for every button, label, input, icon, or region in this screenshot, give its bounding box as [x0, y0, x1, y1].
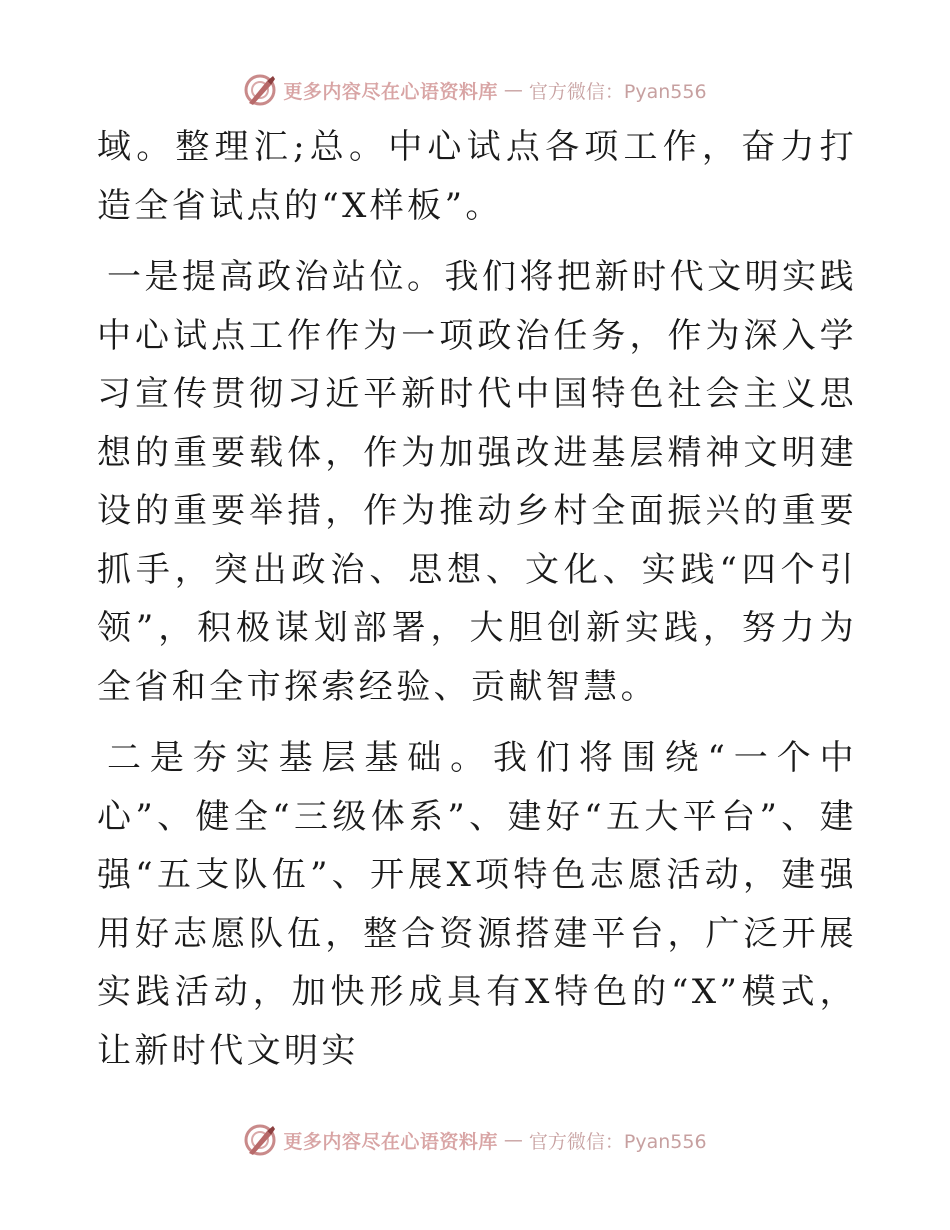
- paragraph-continuation: 域。整理汇;总。中心试点各项工作，奋力打造全省试点的“X样板”。: [97, 127, 857, 226]
- watermark-separator: —: [503, 79, 523, 101]
- paragraph-grassroots-foundation: 二是夯实基层基础。我们将围绕“一个中心”、健全“三级体系”、建好“五大平台”、建强“五支队伍”、开展X项特色志愿活动，建强用好志愿队伍，整合资源搭建平台，广泛开展实践活动，加快形成具有X特色的“X”模式，让新时代文明实: [97, 738, 857, 1071]
- document-body: [97, 118, 857, 1080]
- watermark-title: 更多内容尽在心语资料库: [283, 1130, 498, 1153]
- pen-logo-icon: [243, 1123, 277, 1157]
- watermark-contact: 官方微信：Pyan556: [528, 1130, 707, 1153]
- header-watermark: [0, 70, 950, 110]
- watermark-title: 更多内容尽在心语资料库: [283, 80, 498, 103]
- watermark-contact: 官方微信：Pyan556: [528, 80, 707, 103]
- footer-watermark: [0, 1120, 950, 1160]
- paragraph-political-stance: 一是提高政治站位。我们将把新时代文明实践中心试点工作作为一项政治任务，作为深入学习宣传贯彻习近平新时代中国特色社会主义思想的重要载体，作为加强改进基层精神文明建设的重要举措，作为推动乡村全面振兴的重要抓手，突出政治、思想、文化、实践“四个引领”，积极谋划部署，大胆创新实践，努力为全省和全市探索经验、贡献智慧。: [97, 257, 857, 707]
- watermark-separator: —: [503, 1129, 523, 1151]
- pen-logo-icon: [243, 73, 277, 107]
